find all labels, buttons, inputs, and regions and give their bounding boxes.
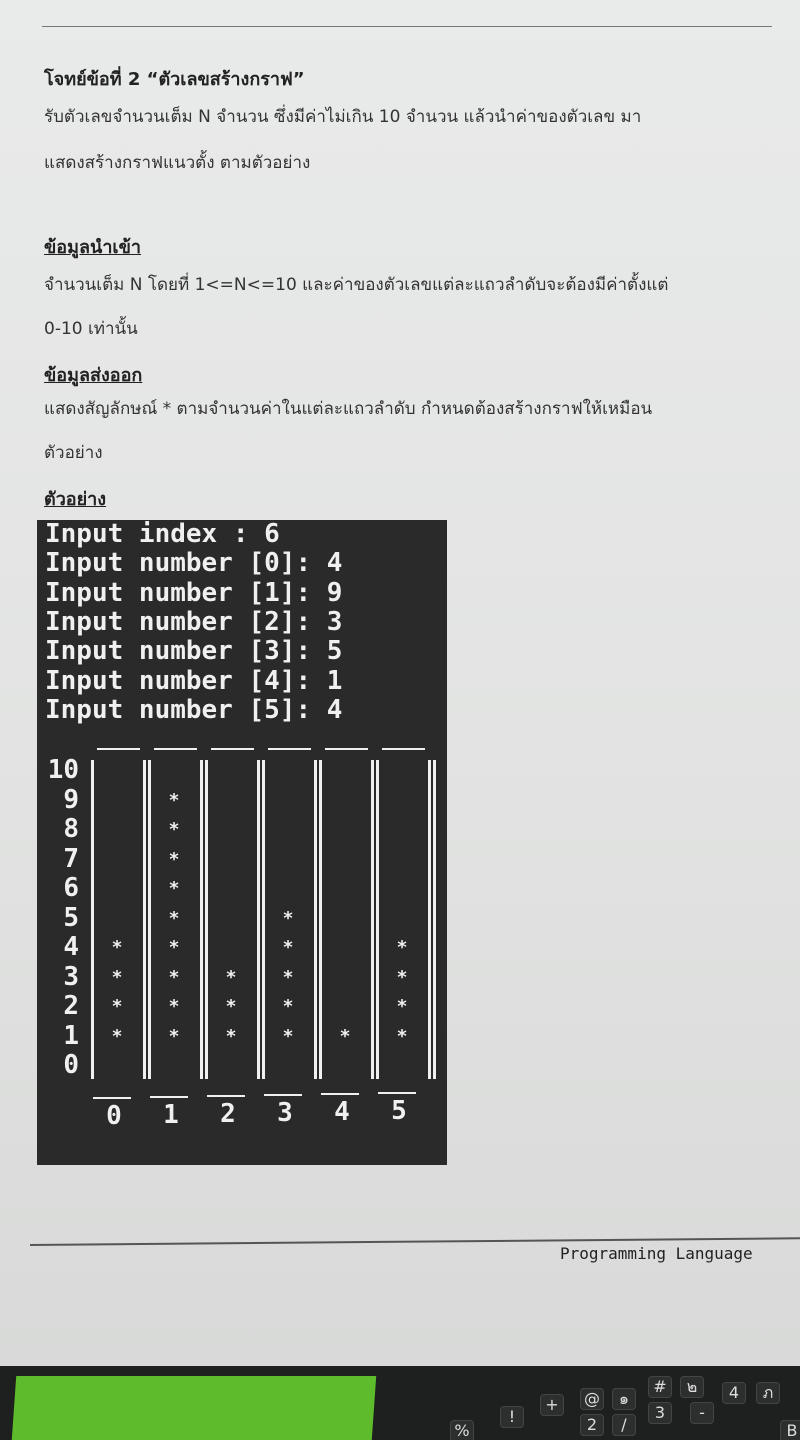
graph-top-dash (325, 748, 368, 750)
graph-star: * (282, 937, 294, 958)
keyboard-key: 3 (648, 1402, 672, 1424)
graph-column-divider (148, 760, 151, 1079)
keyboard-key: / (612, 1414, 636, 1436)
x-axis-label: 0 (106, 1100, 122, 1131)
output-heading: ข้อมูลส่งออก (44, 365, 143, 386)
graph-star: * (225, 966, 237, 988)
console-line: Input index : 6 (45, 520, 280, 549)
keyboard-key: # (648, 1376, 672, 1398)
y-axis-label: 0 (63, 1050, 79, 1080)
graph-column-divider (319, 760, 322, 1079)
console-line: Input number [5]: 4 (45, 694, 343, 725)
graph-star: * (168, 907, 180, 929)
graph-top-dash (97, 748, 140, 750)
console-line: Input number [1]: 9 (45, 577, 343, 608)
graph-star: * (339, 1025, 351, 1047)
keyboard-key: @ (580, 1388, 604, 1410)
input-line-1: จำนวนเต็ม N โดยที่ 1<=N<=10 และค่าของตัวเลขแต่ละแถวลำดับจะต้องมีค่าตั้งแต่ (44, 275, 669, 295)
keyboard-key: % (450, 1420, 474, 1440)
x-axis-bar (321, 1093, 359, 1095)
graph-star: * (111, 966, 123, 988)
keyboard-key: 2 (580, 1414, 604, 1436)
output-line-1: แสดงสัญลักษณ์ * ตามจำนวนค่าในแต่ละแถวลำดับ กำหนดต้องสร้างกราฟให้เหมือน (44, 399, 653, 419)
y-axis-label: 2 (63, 991, 79, 1021)
x-axis-bar (378, 1092, 416, 1094)
graph-top-dash (268, 748, 311, 750)
keyboard-key: B (780, 1420, 800, 1440)
console-line: Input number [4]: 1 (45, 665, 343, 696)
output-line-2: ตัวอย่าง (44, 443, 103, 463)
keyboard-key: ๑ (612, 1388, 636, 1410)
graph-column-divider (257, 760, 260, 1079)
keyboard-key: ! (500, 1406, 524, 1428)
y-axis-label: 8 (63, 814, 79, 844)
y-axis-label: 3 (63, 961, 79, 992)
graph-star: * (282, 1025, 294, 1047)
keyboard-key: - (690, 1402, 714, 1424)
graph-column-divider (200, 760, 203, 1079)
graph-column-divider (143, 760, 146, 1079)
green-object (12, 1376, 376, 1440)
y-axis-label: 1 (63, 1020, 79, 1051)
y-axis-label: 7 (63, 843, 79, 874)
graph-star: * (111, 996, 123, 1017)
y-axis-label: 9 (63, 784, 79, 815)
description-line-1: รับตัวเลขจำนวนเต็ม N จำนวน ซึ่งมีค่าไม่เกิน 10 จำนวน แล้วนำค่าของตัวเลข มา (44, 107, 642, 127)
graph-star: * (282, 907, 294, 929)
graph-star: * (225, 1025, 237, 1047)
graph-column-divider (371, 760, 374, 1079)
graph-column-divider (433, 760, 436, 1079)
x-axis-bar (207, 1095, 245, 1097)
x-axis-label: 4 (334, 1096, 350, 1127)
problem-title: โจทย์ข้อที่ 2 “ตัวเลขสร้างกราฟ” (44, 69, 305, 90)
graph-star: * (168, 996, 180, 1017)
console-line: Input number [0]: 4 (45, 548, 343, 579)
graph-column-divider (428, 760, 431, 1079)
graph-star: * (168, 848, 180, 870)
footer-text: Programming Language (560, 1244, 753, 1263)
graph-star: * (225, 996, 237, 1017)
graph-star: * (396, 937, 408, 958)
console-line: Input number [3]: 5 (45, 636, 343, 667)
graph-star: * (282, 966, 294, 988)
input-heading: ข้อมูลนำเข้า (44, 237, 141, 258)
graph-star: * (168, 1025, 180, 1047)
graph-column-divider (91, 760, 94, 1079)
console-line: Input number [2]: 3 (45, 606, 343, 637)
graph-column-divider (205, 760, 208, 1079)
x-axis-label: 3 (277, 1097, 293, 1128)
graph-star: * (168, 789, 180, 811)
graph-star: * (396, 1025, 408, 1047)
x-axis-bar (264, 1094, 302, 1096)
graph-star: * (168, 966, 180, 988)
keyboard-key: + (540, 1394, 564, 1416)
graph-top-dash (154, 748, 197, 750)
graph-star: * (111, 1025, 123, 1047)
top-rule (42, 26, 772, 27)
input-line-2: 0-10 เท่านั้น (44, 319, 138, 339)
keyboard-key: 4 (722, 1382, 746, 1404)
graph-star: * (168, 878, 180, 899)
y-axis-label: 5 (63, 902, 79, 933)
description-line-2: แสดงสร้างกราฟแนวตั้ง ตามตัวอย่าง (44, 153, 311, 173)
keyboard-key: ภ (756, 1382, 780, 1404)
graph-column-divider (376, 760, 379, 1079)
graph-star: * (168, 937, 180, 958)
y-axis-label: 4 (63, 932, 79, 962)
graph-star: * (111, 937, 123, 958)
console-output (37, 520, 447, 1165)
graph-star: * (282, 996, 294, 1017)
x-axis-bar (93, 1097, 131, 1099)
y-axis-label: 10 (47, 755, 79, 785)
keyboard-key: ๒ (680, 1376, 704, 1398)
x-axis-label: 5 (391, 1095, 407, 1126)
example-heading: ตัวอย่าง (44, 489, 107, 510)
x-axis-bar (150, 1096, 188, 1098)
graph-star: * (168, 819, 180, 840)
graph-star: * (396, 966, 408, 988)
y-axis-label: 6 (63, 873, 79, 903)
graph-top-dash (211, 748, 254, 750)
graph-column-divider (314, 760, 317, 1079)
x-axis-label: 2 (220, 1098, 236, 1129)
x-axis-label: 1 (163, 1099, 179, 1130)
graph-top-dash (382, 748, 425, 750)
graph-star: * (396, 996, 408, 1017)
graph-column-divider (262, 760, 265, 1079)
